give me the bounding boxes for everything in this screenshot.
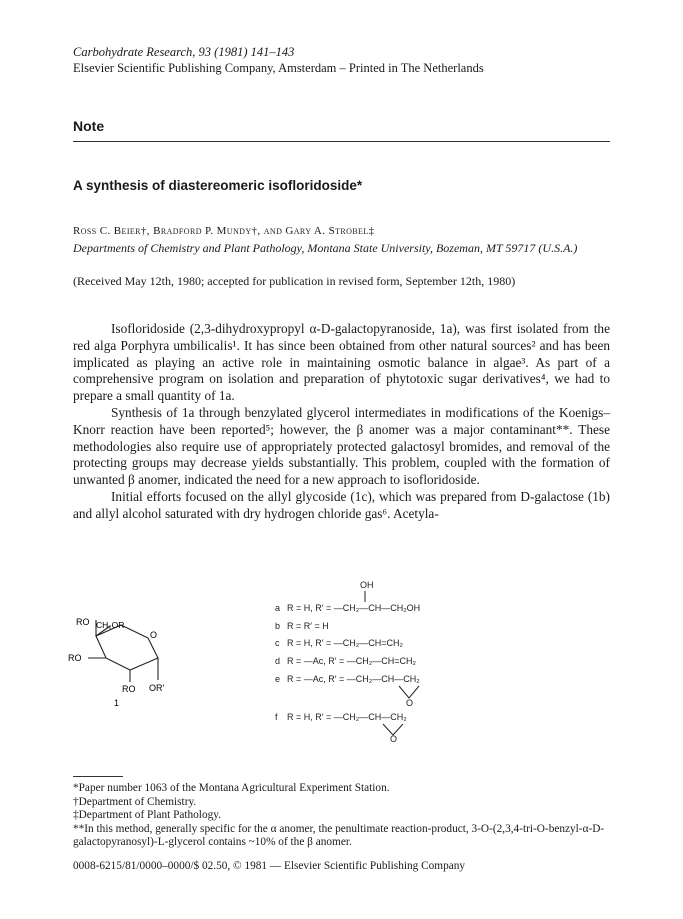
galactopyranoside-structure [66,578,196,708]
journal-citation: Carbohydrate Research, 93 (1981) 141–143 [73,45,295,59]
compound-number: 1 [114,698,120,708]
r-group-a-above: OH [360,580,374,590]
author-list: Ross C. Beier†, Bradford P. Mundy†, and Gary A. Strobel‡ [73,225,375,237]
body-paragraph: Isofloridoside (2,3-dihydroxypropyl α-D-galactopyranoside, 1a), was first isolated from the red alga Porphyra umbilicalis¹. It has since been obtained from other natural sources² and has been implicated as playing an active role in maintaining osmotic balance in algae³. As part of a comprehensive program on isolation and preparation of phytotoxic sugar derivatives⁴, we had to prepare a small quantity of 1a. [73,321,610,404]
r-group-letter: d [275,656,281,666]
r-group-definition: R = H, R′ = —CH₂—CH—CH₂OH [287,603,421,613]
r-group-letter: a [275,603,281,613]
article-title: A synthesis of diastereomeric isofloridoside* [73,178,363,193]
article-body [73,321,610,523]
footnote: †Department of Chemistry. [73,795,197,808]
r-group-letter: f [275,712,278,722]
affiliation: Departments of Chemistry and Plant Pathology, Montana State University, Bozeman, MT 59717 (U.S.A.) [73,241,578,255]
footnote: **In this method, generally specific for the α anomer, the penultimate reaction-product, 3-O-(2,3,4-tri-O-benzyl-α-D-galactopyranosyl)-L-glycerol contains ~10% of the β anomer. [73,822,605,849]
section-divider [73,141,610,142]
ch2or-label: CH₂OR [96,620,125,630]
ro-top-label: RO [76,617,90,627]
ring-oxygen-label: O [150,630,158,640]
epoxide-oxygen-f: O [390,734,398,743]
section-label: Note [73,118,105,134]
or-prime-label: OR′ [149,683,165,693]
r-group-letter: e [275,674,281,684]
journal-header [73,44,484,76]
footnote: ‡Department of Plant Pathology. [73,809,221,822]
ro-left-label: RO [68,653,82,663]
received-dates: (Received May 12th, 1980; accepted for publication in revised form, September 12th, 1980) [73,274,516,288]
copyright-line: 0008-6215/81/0000–0000/$ 02.50, © 1981 — Elsevier Scientific Publishing Company [73,860,466,872]
footnotes [73,782,613,850]
r-group-definition: R = H, R′ = —CH₂—CH—CH₂ [287,712,407,722]
footnote-divider [73,776,123,777]
ro-bottom-label: RO [122,684,136,694]
r-group-definition: R = H, R′ = —CH₂—CH=CH₂ [287,638,403,648]
publisher-line: Elsevier Scientific Publishing Company, Amsterdam – Printed in The Netherlands [73,61,484,75]
epoxide-oxygen-e: O [406,698,414,708]
r-group-definition: R = R′ = H [287,621,329,631]
r-group-letter: b [275,621,281,631]
r-group-letter: c [275,638,280,648]
r-group-definition: R = —Ac, R′ = —CH₂—CH—CH₂ [287,674,420,684]
ring-bonds [96,625,158,670]
epoxide-bonds-e [399,686,419,698]
body-paragraph: Initial efforts focused on the allyl glycoside (1c), which was prepared from D-galactose (1b) and allyl alcohol saturated with dry hydrogen chloride gas⁶. Acetyla- [73,488,610,521]
r-group-table [265,578,595,743]
footnote: *Paper number 1063 of the Montana Agricultural Experiment Station. [73,782,390,794]
r-group-definition: R = —Ac, R′ = —CH₂—CH=CH₂ [287,656,416,666]
body-paragraph: Synthesis of 1a through benzylated glycerol intermediates in modifications of the Koenigs–Knorr reaction have been reported⁵; however, the β anomer was a major contaminant**. These methodologies also require use of appropriately protected galactosyl bromides, and removal of the protecting groups may decrease yields substantially. This problem, coupled with the formation of unwanted β anomer, indicated the need for a new approach to isofloridoside. [73,404,610,488]
